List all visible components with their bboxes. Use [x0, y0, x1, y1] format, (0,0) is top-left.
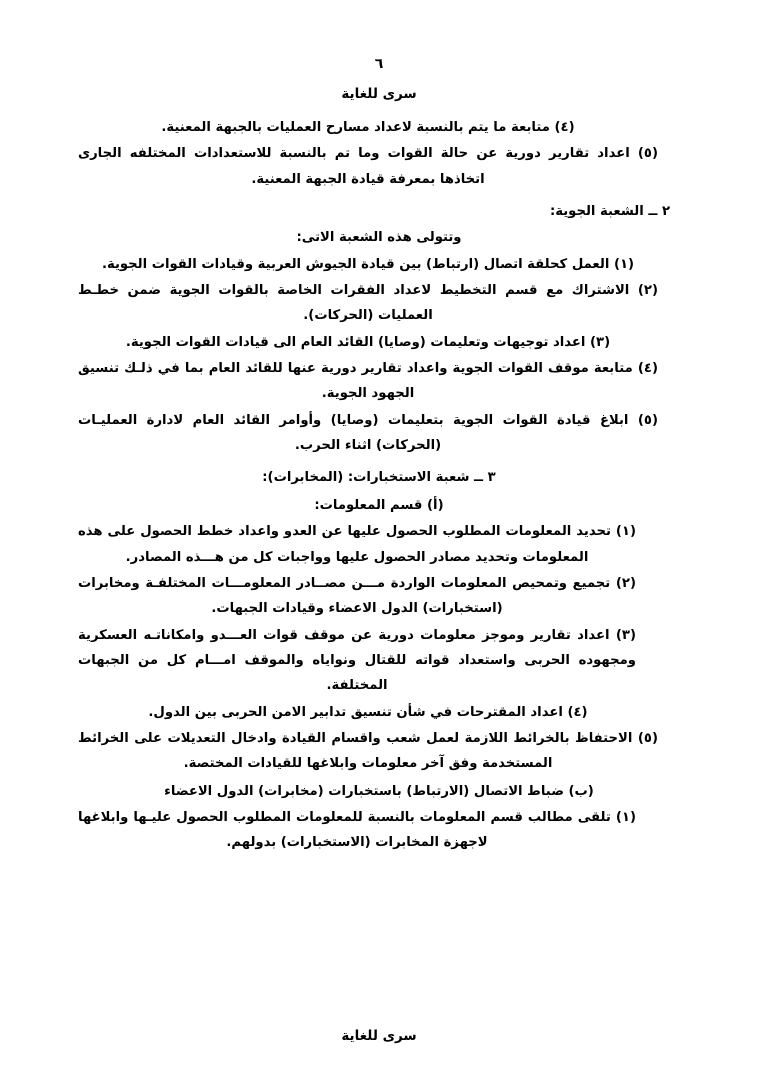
- paragraph-intel-a-item-3: (٣) اعداد تقارير وموجز معلومات دورية عن موقف قوات العـــدو وامكاناتـه العسكرية ومجهوده الحربى واستعداد قواته للقتال ونواياه والموقف امـــام كل من الجبهات المختلفة.: [78, 627, 636, 694]
- paragraph-intel-a-item-2: (٢) تجميع وتمحيص المعلومات الواردة مـــن مصــادر المعلومـــات المختلفـة ومخابرات (استخبارات) الدول الاعضاء وقيادات الجبهات.: [78, 575, 636, 617]
- paragraph-air-branch-intro: وتتولى هذه الشعبة الاتى:: [296, 230, 462, 246]
- document-body: [78, 115, 680, 856]
- paragraph-air-item-1: (١) العمل كحلقة اتصال (ارتباط) بين قيادة الجيوش العربية وقيادات القوات الجوية.: [101, 256, 635, 272]
- classification-footer: سرى للغاية: [341, 1028, 417, 1044]
- heading-intel-branch: ٣ ــ شعبة الاستخبارات: (المخابرات):: [262, 470, 496, 486]
- paragraph-item-5-reports: (٥) اعداد تقارير دورية عن حالة القوات وما تم بالنسبة للاستعدادات المختلفه الجارى اتخاذها بمعرفة قيادة الجبهة المعنية.: [78, 146, 658, 187]
- label-intel-sub-a: (أ) قسم المعلومات:: [314, 497, 444, 513]
- paragraph-item-4-frontline: (٤) متابعة ما يتم بالنسبة لاعداد مسارح العمليات بالجبهة المعنية.: [161, 120, 575, 135]
- heading-air-branch: ٢ ــ الشعبة الجوية:: [549, 204, 670, 220]
- paragraph-air-item-4: (٤) متابعة موقف القوات الجوية واعداد تقارير دورية عنها للقائد العام بما في ذلـك تنسيق الجهود الجوية.: [78, 361, 658, 402]
- paragraph-air-item-2: (٢) الاشتراك مع قسم التخطيط لاعداد الفقرات الخاصة بالقوات الجوية ضمن خطـط العمليات (الحركات).: [78, 283, 658, 324]
- paragraph-intel-a-item-5: (٥) الاحتفاظ بالخرائط اللازمة لعمل شعب واقسام القيادة وادخال التعديلات على الخرائط المستخدمة وفق آخر معلومات وابلاغها للقيادات المختصة.: [78, 730, 658, 772]
- label-intel-sub-b: (ب) ضباط الاتصال (الارتباط) باستخبارات (مخابرات) الدول الاعضاء: [164, 783, 594, 799]
- page-number: ٦: [374, 56, 384, 72]
- paragraph-intel-a-item-1: (١) تحديد المعلومات المطلوب الحصول عليها عن العدو واعداد خطط الحصول على هذه المعلومات وتحديد مصادر الحصول عليها وواجبات كل من هـــذه المصادر.: [78, 524, 636, 565]
- paragraph-air-item-3: (٣) اعداد توجيهات وتعليمات (وصايا) القائد العام الى قيادات القوات الجوية.: [125, 334, 611, 350]
- paragraph-intel-a-item-4: (٤) اعداد المقترحات في شأن تنسيق تدابير الامن الحربى بين الدول.: [148, 704, 588, 720]
- classification-header: سرى للغاية: [341, 86, 417, 102]
- paragraph-intel-b-item-1: (١) تلقى مطالب قسم المعلومات بالنسبة للمعلومات المطلوب الحصول عليـها وابلاغها لاجهزة المخابرات (الاستخبارات) بدولهم.: [78, 809, 636, 851]
- paragraph-air-item-5: (٥) ابلاغ قيادة القوات الجوية بتعليمات (وصايا) وأوامر القائد العام لادارة العمليـات (الحركات) اثناء الحرب.: [78, 412, 658, 454]
